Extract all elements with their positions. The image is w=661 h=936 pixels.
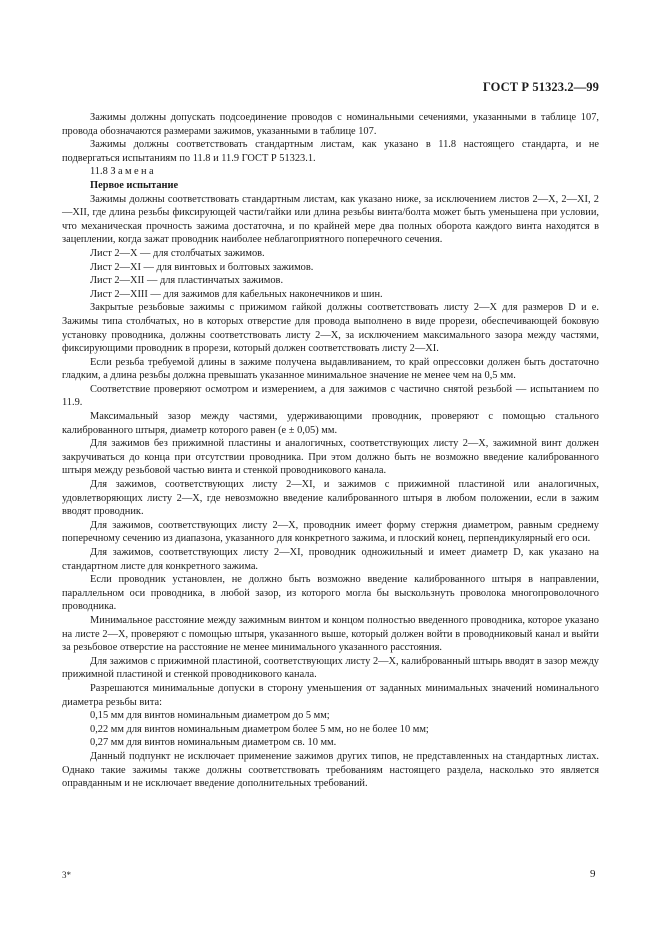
paragraph: Для зажимов, соответствующих листу 2—X, проводник имеет форму стержня диаметром, равным среднему поперечному сечению из диапазона, указанного для конкретного зажима, и плоский конец, перпендикулярный его оси.	[62, 519, 599, 545]
paragraph: Максимальный зазор между частями, удерживающими проводник, проверяют с помощью стального калиброванного штыря, диаметр которого равен (e ± 0,05) мм.	[62, 411, 599, 436]
paragraph: Для зажимов, соответствующих листу 2—XI, проводник одножильный и имеет диаметр D, как указано на стандартном листе для конкретного зажима.	[62, 547, 599, 572]
subheading: Первое испытание	[90, 179, 179, 191]
paragraph: Закрытые резьбовые зажимы с прижимом гайкой должны соответствовать листу 2—X для размеров D и e. Зажимы типа столбчатых, но в которых отверстие для провода выполнено в виде прорези, обеспечивающей боковую установку проводника, должны соответствовать листу 2—X, за исключением максимального зазора между частями, фиксирующими проводник в прорези, который должен соответствовать листу 2—XI.	[62, 302, 599, 355]
list-item: 0,15 мм для винтов номинальным диаметром до 5 мм;	[90, 710, 330, 722]
list-item: Лист 2—XIII — для зажимов для кабельных наконечников и шин.	[90, 288, 383, 300]
paragraph: Если проводник установлен, не должно быть возможно введение калиброванного штыря в направлении, параллельном оси проводника, в любой зазор, из которого могла бы выскользнуть проволока многопроволочного проводника.	[62, 574, 599, 613]
list-item: Лист 2—XI — для винтовых и болтовых зажимов.	[90, 261, 314, 273]
paragraph: Соответствие проверяют осмотром и измерением, а для зажимов с частично снятой резьбой — испытанием по 11.9.	[62, 383, 599, 409]
document-header: ГОСТ Р 51323.2—99	[482, 80, 599, 94]
page-number: 9	[590, 868, 596, 880]
list-item: 0,22 мм для винтов номинальным диаметром более 5 мм, но не более 10 мм;	[90, 723, 429, 735]
list-item: Лист 2—X — для столбчатых зажимов.	[90, 247, 265, 259]
section-number: 11.8	[90, 166, 108, 178]
paragraph: Данный подпункт не исключает применение зажимов других типов, не представленных на стандартных листах. Однако такие зажимы также должны соответствовать требованиям настоящего раздела, насколько это является оправданным и не исключает введение дополнительных требований.	[62, 750, 599, 790]
section-label: Замена	[110, 166, 156, 178]
paragraph: Для зажимов без прижимной пластины и аналогичных, соответствующих листу 2—X, зажимной винт должен закручиваться до конца при отсутствии проводника. При этом должно быть не возможно введение калиброванного штыря между резьбовой частью винта и стенкой проводникового канала.	[62, 438, 599, 477]
list-item: Лист 2—XII — для пластинчатых зажимов.	[90, 275, 284, 287]
section-heading	[62, 165, 599, 179]
list-item: 0,27 мм для винтов номинальным диаметром св. 10 мм.	[90, 737, 337, 749]
paragraph: Зажимы должны соответствовать стандартным листам, как указано в 11.8 настоящего стандарта, и не подвергаться испытаниям по 11.8 и 11.9 ГОСТ Р 51323.1.	[62, 139, 599, 164]
footer-mark: 3*	[62, 870, 71, 880]
paragraph: Для зажимов, соответствующих листу 2—XI, и зажимов с прижимной пластиной или аналогичных, удовлетворяющих листу 2—X, где невозможно введение калиброванного штыря в любом положении, если в зажим вводят проводник.	[62, 479, 599, 518]
paragraph: Минимальное расстояние между зажимным винтом и концом полностью введенного проводника, которое указано на листе 2—X, проверяют с помощью штыря, указанного выше, который должен войти в проводниковый канал и выйти за резьбовое отверстие на расстояние не менее минимального указанного расстояния.	[62, 614, 599, 654]
paragraph: Зажимы должны соответствовать стандартным листам, как указано ниже, за исключением листов 2—X, 2—XI, 2—XII, где длина резьбы фиксирующей части/гайки или длина резьбы винта/болта может быть уменьшена при условии, что механическая прочность зажима достаточна, и по крайней мере два полных оборота каждого винта находятся в зацеплении, когда зажат проводник наиболее неблагоприятного поперечного сечения.	[62, 193, 599, 246]
paragraph: Если резьба требуемой длины в зажиме получена выдавливанием, то край опрессовки должен быть достаточно гладким, а длина резьбы должна превышать указанное минимальное значение не менее чем на 0,5 мм.	[62, 356, 599, 382]
paragraph: Для зажимов с прижимной пластиной, соответствующих листу 2—X, калиброванный штырь вводят в зазор между прижимной пластиной и стенкой проводникового канала.	[62, 655, 599, 681]
paragraph: Зажимы должны допускать подсоединение проводов с номинальными сечениями, указанными в таблице 107, провода обозначаются размерами зажимов, указанными в таблице 107.	[62, 112, 599, 137]
paragraph: Разрешаются минимальные допуски в сторону уменьшения от заданных минимальных значений номинального диаметра резьбы вита:	[62, 682, 599, 708]
document-body	[62, 111, 599, 791]
